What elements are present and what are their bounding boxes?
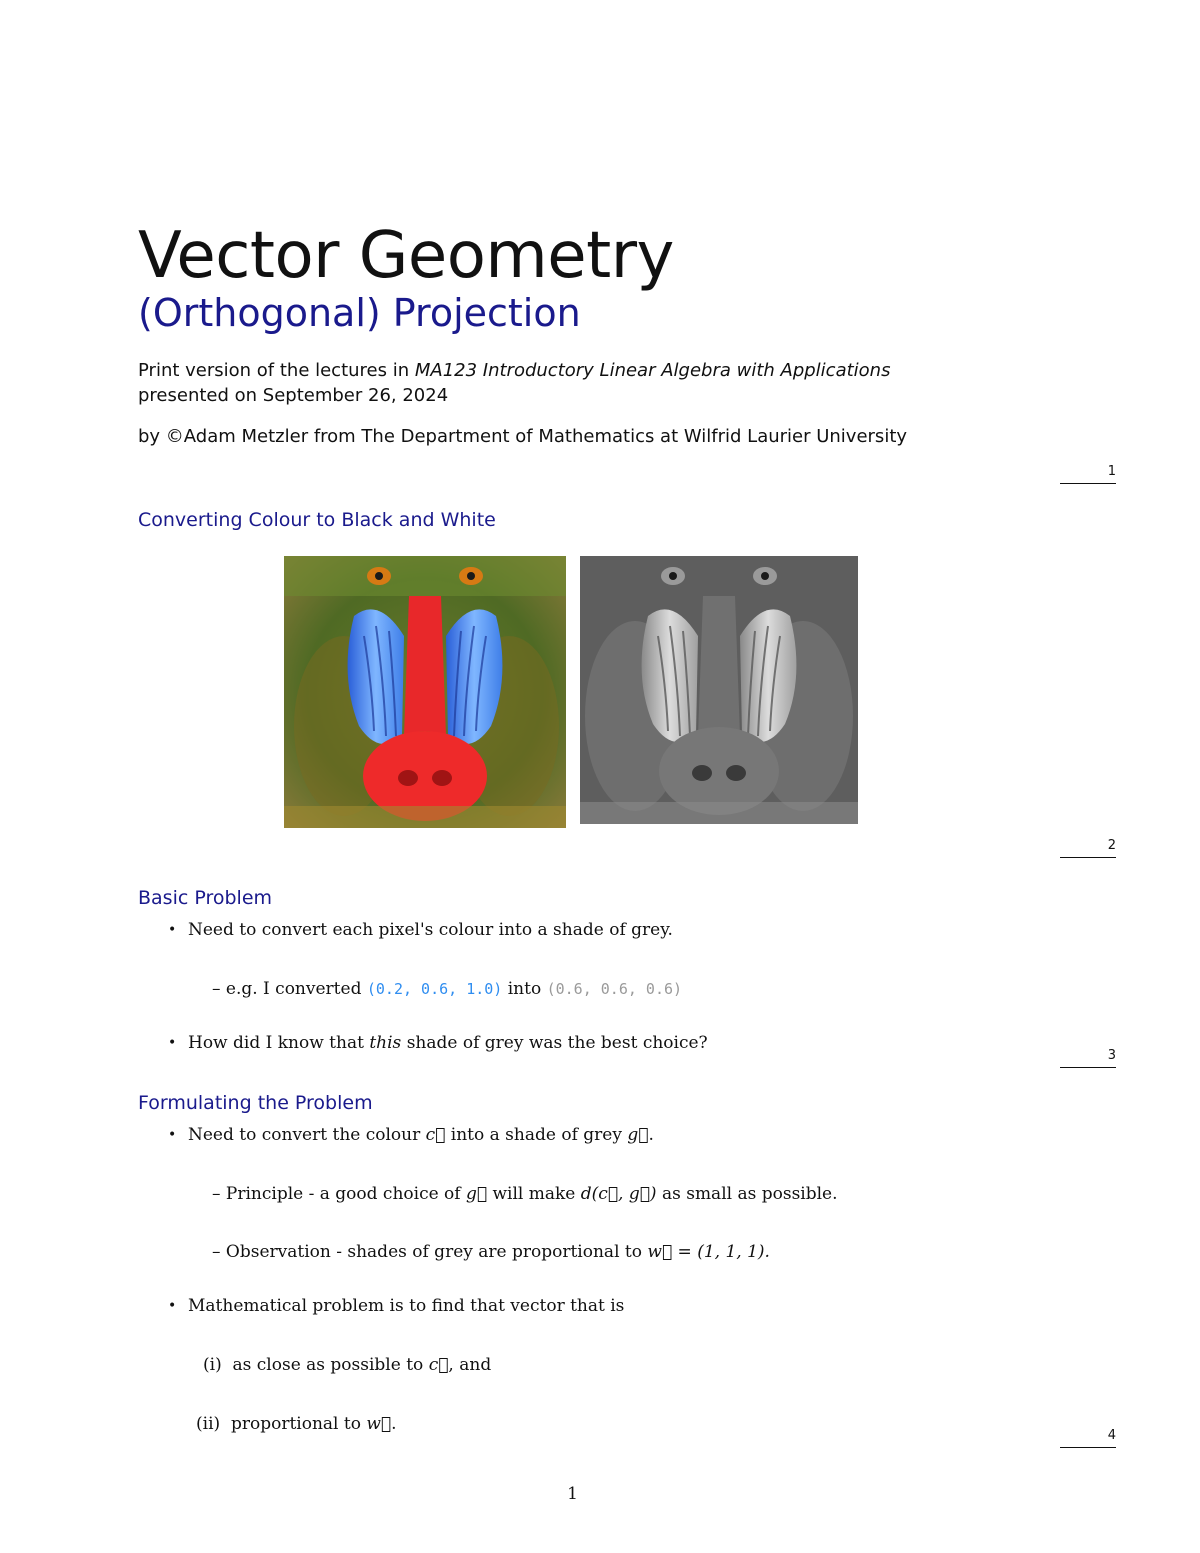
bullet-item bbox=[168, 1123, 654, 1147]
bullet-text-b: into a shade of grey bbox=[445, 1125, 628, 1145]
section-heading-colour: Converting Colour to Black and White bbox=[138, 509, 496, 531]
sub-item-observation bbox=[212, 1240, 770, 1264]
slide-number: 3 bbox=[1060, 1047, 1116, 1068]
enum-text-b: . bbox=[391, 1414, 397, 1434]
enum-text-a: as close as possible to bbox=[232, 1355, 429, 1375]
document-title: Vector Geometry bbox=[138, 219, 674, 293]
math-g: g⃗ bbox=[627, 1125, 649, 1145]
principle-text-c: as small as possible. bbox=[656, 1184, 838, 1204]
bullet-item bbox=[168, 918, 673, 942]
enum-item bbox=[203, 1353, 491, 1377]
greyscale-mandrill-image bbox=[580, 556, 858, 824]
bullet-item bbox=[168, 1031, 708, 1055]
page-number: 1 bbox=[567, 1484, 578, 1504]
enum-text-a: proportional to bbox=[230, 1414, 367, 1434]
example-mid: into bbox=[502, 979, 547, 999]
bullet-item bbox=[168, 1294, 624, 1318]
byline: by ©Adam Metzler from The Department of Mathematics at Wilfrid Laurier University bbox=[138, 426, 908, 447]
principle-text-b: will make bbox=[487, 1184, 581, 1204]
math-c: c⃗ bbox=[428, 1355, 449, 1375]
enum-text-b: , and bbox=[448, 1355, 492, 1375]
slide-number: 1 bbox=[1060, 463, 1116, 484]
section-heading-basic: Basic Problem bbox=[138, 887, 273, 909]
bullet-text: Need to convert each pixel's colour into a shade of grey. bbox=[188, 920, 673, 940]
colour-vector: (0.2, 0.6, 1.0) bbox=[366, 980, 503, 998]
document-subtitle: (Orthogonal) Projection bbox=[138, 291, 581, 335]
example-prefix: – e.g. I converted bbox=[212, 979, 367, 999]
desc-prefix: Print version of the lectures in bbox=[138, 360, 415, 381]
math-distance: d(c⃗, g⃗) bbox=[580, 1184, 657, 1204]
enum-label: (i) bbox=[203, 1355, 222, 1375]
sub-item-example bbox=[212, 977, 682, 1001]
slide-number: 2 bbox=[1060, 837, 1116, 858]
bullet-emphasis: this bbox=[369, 1033, 402, 1053]
math-c: c⃗ bbox=[425, 1125, 446, 1145]
course-name: MA123 Introductory Linear Algebra with Applications bbox=[414, 360, 891, 381]
grey-vector: (0.6, 0.6, 0.6) bbox=[546, 980, 683, 998]
sub-item-principle bbox=[212, 1182, 838, 1206]
observation-text: – Observation - shades of grey are proportional to bbox=[212, 1242, 648, 1262]
bullet-text-c: . bbox=[648, 1125, 654, 1145]
section-heading-formulating: Formulating the Problem bbox=[138, 1092, 373, 1114]
principle-text-a: – Principle - a good choice of bbox=[212, 1184, 466, 1204]
math-g: g⃗ bbox=[465, 1184, 488, 1204]
math-w: w⃗ bbox=[366, 1414, 392, 1434]
colour-mandrill-image bbox=[284, 556, 566, 828]
bullet-text-a: How did I know that bbox=[188, 1033, 370, 1053]
bullet-text-b: shade of grey was the best choice? bbox=[401, 1033, 708, 1053]
bullet-text: Mathematical problem is to find that vector that is bbox=[188, 1296, 625, 1316]
math-w-equation: w⃗ = (1, 1, 1). bbox=[647, 1242, 770, 1262]
bullet-text-a: Need to convert the colour bbox=[188, 1125, 426, 1145]
enum-label: (ii) bbox=[196, 1414, 221, 1434]
enum-item bbox=[196, 1412, 397, 1436]
slide-number: 4 bbox=[1060, 1427, 1116, 1448]
presentation-date: presented on September 26, 2024 bbox=[138, 385, 449, 406]
document-description bbox=[138, 358, 1118, 408]
